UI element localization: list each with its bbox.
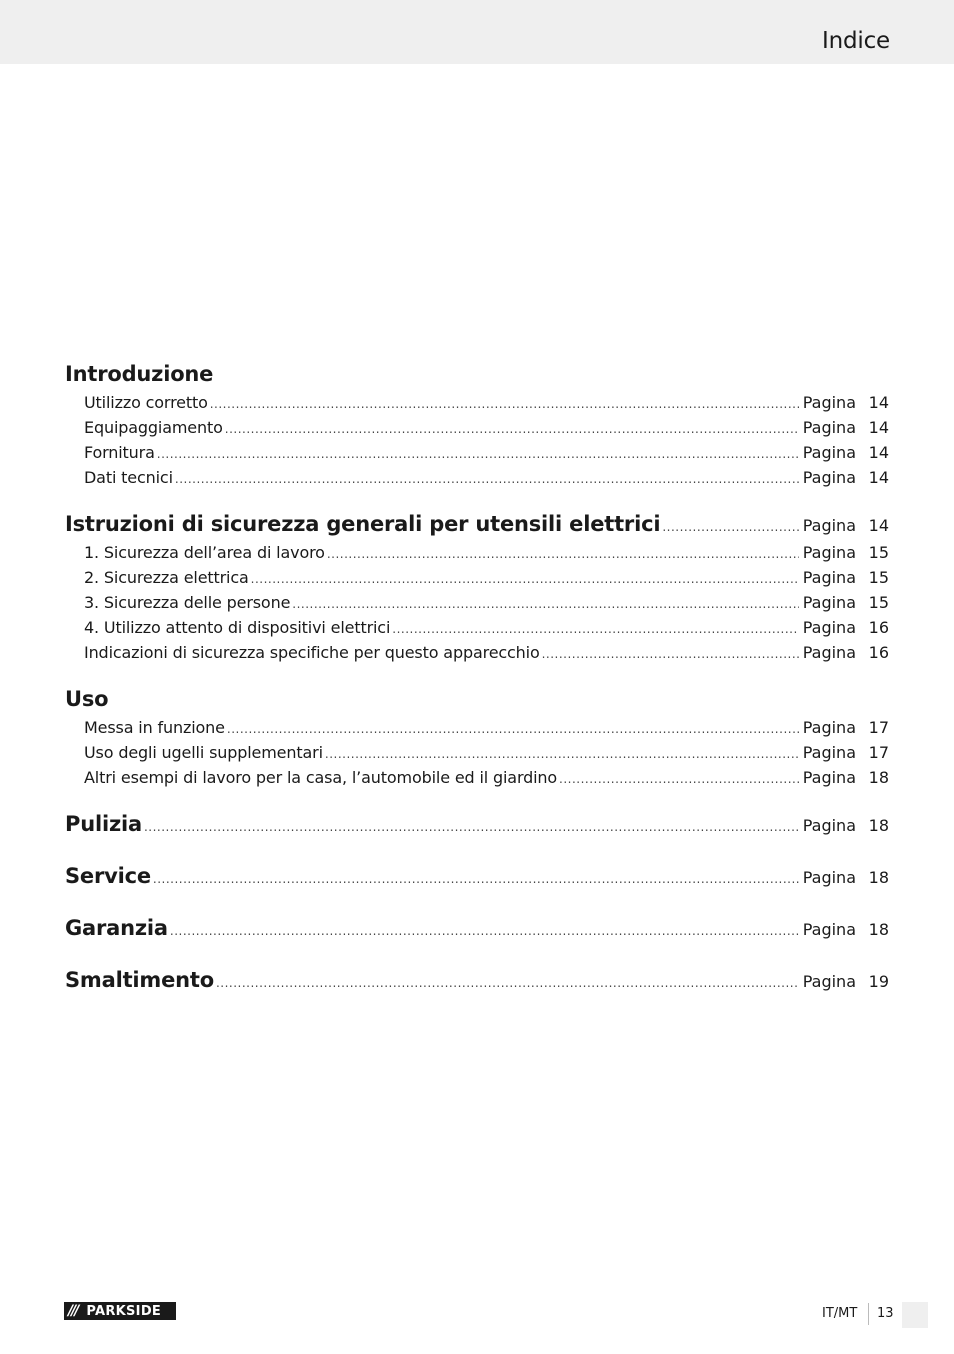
page-number: 15 [868,593,889,612]
toc-heading: Garanzia [65,916,168,940]
toc-entry[interactable] [65,740,889,765]
dot-leader [225,417,799,442]
toc-section-uso [65,683,889,790]
toc-entry-label: 2. Sicurezza elettrica [84,568,249,587]
page-number: 19 [868,972,889,991]
dot-leader [292,592,798,617]
page-number: 18 [868,768,889,787]
dot-leader [175,467,799,492]
page-label: Pagina [802,743,856,762]
logo-text: PARKSIDE [86,1303,162,1319]
toc-entry[interactable] [65,440,889,465]
dot-leader [542,642,799,667]
dot-leader [559,767,799,792]
toc-entry-label: 3. Sicurezza delle persone [84,593,291,612]
page-number-footer: 13 [877,1306,894,1321]
toc-entry[interactable] [65,640,889,665]
toc-entry[interactable] [65,765,889,790]
dot-leader [251,567,799,592]
toc-entry-label: Altri esempi di lavoro per la casa, l’automobile ed il giardino [84,768,558,787]
toc-entry[interactable] [65,415,889,440]
page-label: Pagina [802,543,856,562]
toc-entry[interactable] [65,565,889,590]
toc-heading: Introduzione [65,362,214,386]
footer-divider [868,1303,869,1325]
toc-heading-entry[interactable] [65,964,889,996]
toc-entry-label: Utilizzo corretto [84,393,208,412]
page-title: Indice [822,28,890,54]
toc-entry[interactable] [65,540,889,565]
page-number: 17 [868,718,889,737]
toc-entry-label: Dati tecnici [84,468,173,487]
toc-entry[interactable] [65,615,889,640]
page-number: 14 [868,468,889,487]
toc-section-service [65,860,889,892]
toc-heading: Istruzioni di sicurezza generali per utensili elettrici [65,512,661,536]
toc-heading-entry[interactable] [65,508,889,540]
toc-entry-label: Messa in funzione [84,718,225,737]
toc-section-introduzione [65,358,889,490]
toc-heading: Pulizia [65,812,142,836]
page-label: Pagina [802,568,856,587]
dot-leader [662,511,798,543]
page-label: Pagina [802,393,856,412]
page-number: 16 [868,643,889,662]
logo-slashes: /// [68,1303,78,1319]
page-number: 18 [868,868,889,887]
toc-entry[interactable] [65,390,889,415]
page-label: Pagina [802,618,856,637]
toc-entry[interactable] [65,465,889,490]
page-label: Pagina [802,516,856,535]
toc-entry-label: 4. Utilizzo attento di dispositivi elettrici [84,618,391,637]
header-band [0,0,954,64]
toc-section-istruzioni [65,508,889,665]
dot-leader [216,967,799,999]
dot-leader [157,442,799,467]
dot-leader [325,742,799,767]
toc-section-pulizia [65,808,889,840]
page-label: Pagina [802,443,856,462]
toc-heading: Service [65,864,151,888]
page-label: Pagina [802,816,856,835]
dot-leader [327,542,799,567]
toc-entry-label: Equipaggiamento [84,418,223,437]
dot-leader [153,863,799,895]
page-label: Pagina [802,468,856,487]
page-label: Pagina [802,718,856,737]
page-label: Pagina [802,593,856,612]
page-number: 14 [868,393,889,412]
page-number: 18 [868,816,889,835]
toc-entry-label: Fornitura [84,443,155,462]
dot-leader [227,717,799,742]
page-label: Pagina [802,868,856,887]
toc-entry-label: 1. Sicurezza dell’area di lavoro [84,543,325,562]
parkside-logo [64,1302,176,1320]
dot-leader [392,617,798,642]
toc-entry[interactable] [65,715,889,740]
toc-entry-label: Indicazioni di sicurezza specifiche per questo apparecchio [84,643,540,662]
toc-heading-entry[interactable] [65,860,889,892]
toc-heading-entry[interactable] [65,912,889,944]
toc-heading: Uso [65,687,109,711]
page-number: 15 [868,568,889,587]
page-label: Pagina [802,643,856,662]
toc-entry-label: Uso degli ugelli supplementari [84,743,323,762]
language-code: IT/MT [822,1306,858,1321]
dot-leader [170,915,799,947]
page-number: 16 [868,618,889,637]
page-label: Pagina [802,920,856,939]
dot-leader [210,392,799,417]
toc-heading-entry[interactable] [65,808,889,840]
toc-heading: Smaltimento [65,968,214,992]
page-number: 14 [868,418,889,437]
page-number: 15 [868,543,889,562]
table-of-contents [65,358,889,1016]
page-label: Pagina [802,972,856,991]
footer-tab-box [902,1302,928,1328]
toc-entry[interactable] [65,590,889,615]
page-number: 14 [868,516,889,535]
page-label: Pagina [802,768,856,787]
page-number: 17 [868,743,889,762]
toc-section-garanzia [65,912,889,944]
page-number: 18 [868,920,889,939]
page-label: Pagina [802,418,856,437]
toc-section-smaltimento [65,964,889,996]
dot-leader [144,811,799,843]
page-number: 14 [868,443,889,462]
